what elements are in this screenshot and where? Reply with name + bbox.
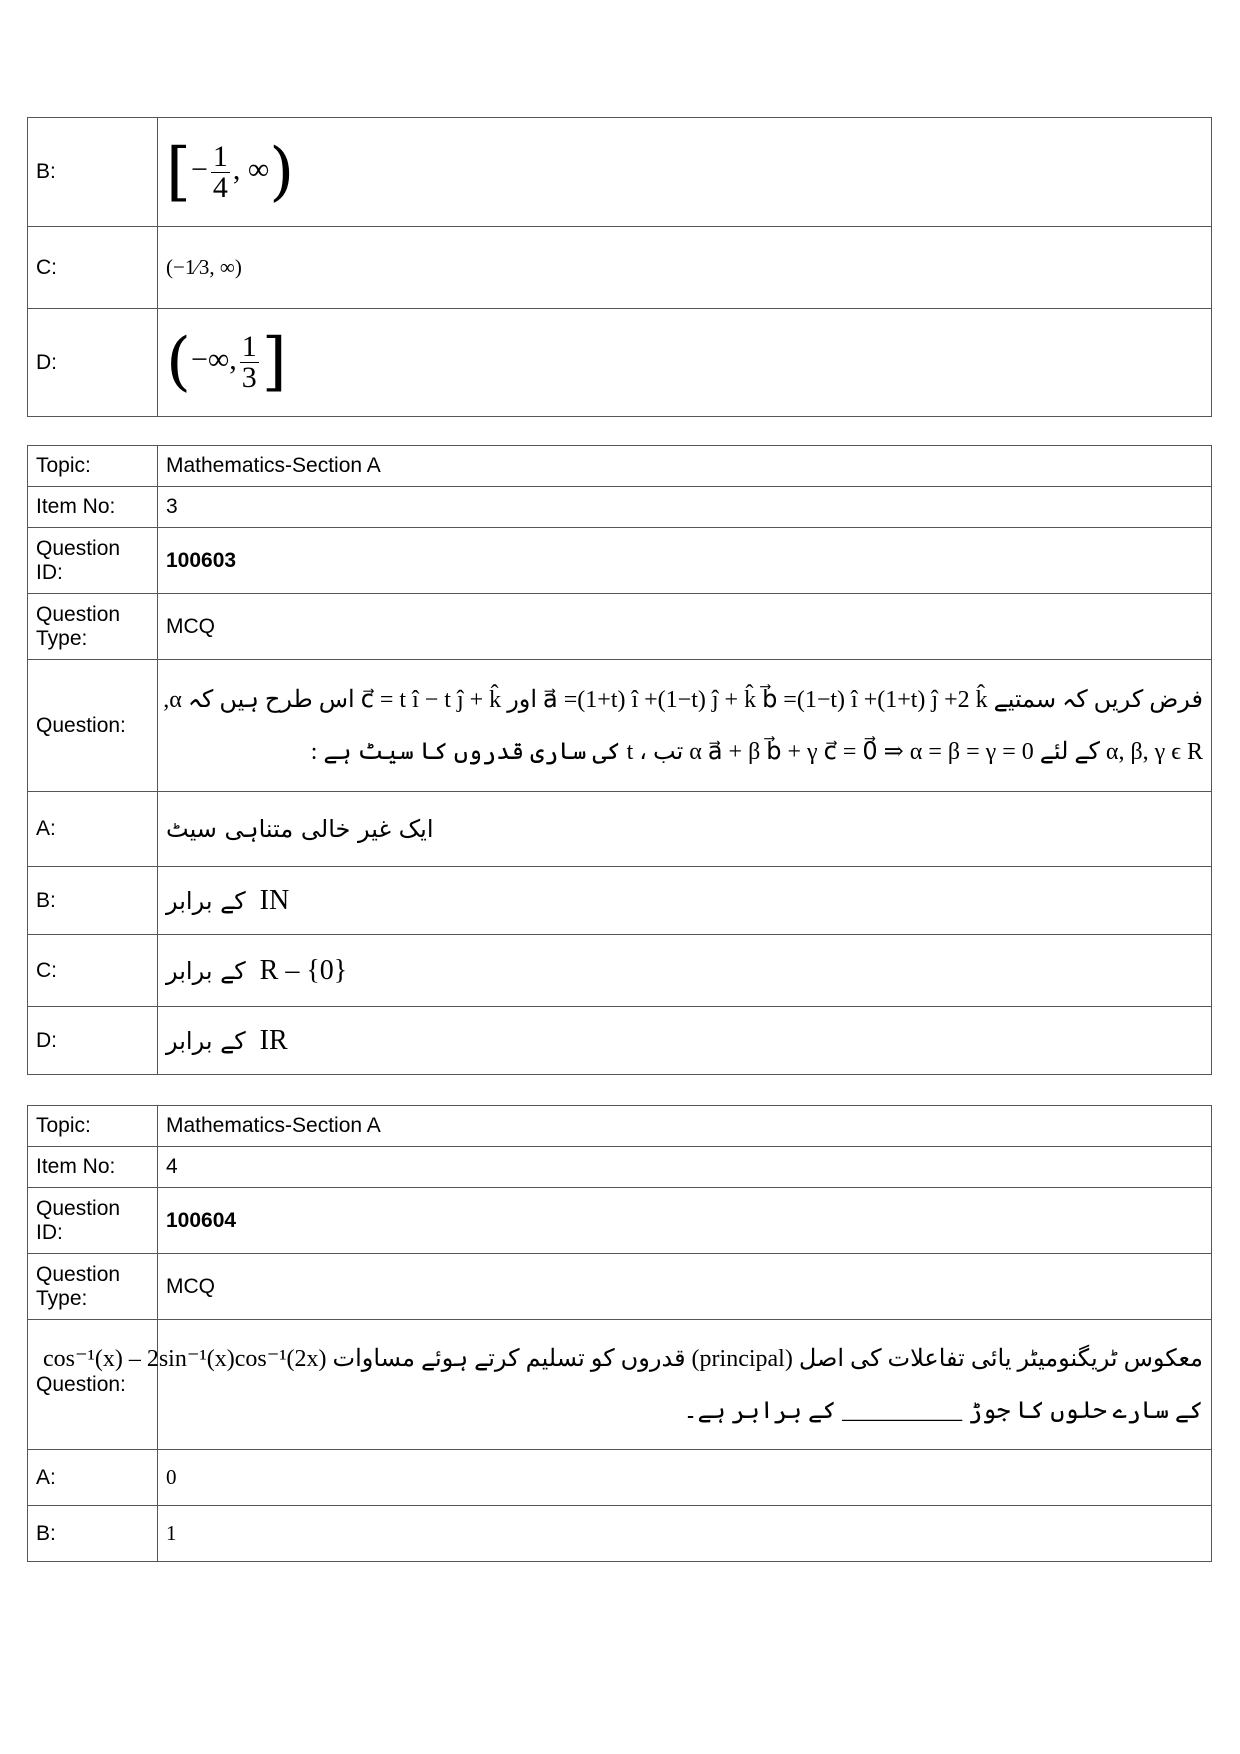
question-id-label: Question ID: bbox=[28, 528, 158, 594]
question-line: معکوس ٹریگنومیٹر یائی تفاعلات کی اصل (principal) قدروں کو تسلیم کرتے ہوئے مساوات cos⁻¹(x) – 2sin⁻¹(x)cos⁻¹(2x) bbox=[43, 1345, 1203, 1372]
option-label: A: bbox=[28, 792, 158, 867]
option-value: (−1⁄3, ∞) bbox=[158, 227, 1212, 309]
option-value: کے برابر IR bbox=[158, 1007, 1212, 1075]
option-label: D: bbox=[28, 1007, 158, 1075]
option-value: 0 bbox=[158, 1450, 1212, 1506]
topic-row bbox=[28, 446, 1212, 487]
topic-value: Mathematics-Section A bbox=[158, 446, 1212, 487]
question-line: α, β, γ ϵ R کے لئے α a⃗ + β b⃗ + γ c⃗ = 0⃗ ⇒ α = β = γ = 0 تب ، t کی ساری قدروں کا سیٹ ہے : bbox=[310, 738, 1203, 765]
item-no-label: Item No: bbox=[28, 1147, 158, 1188]
option-value: 1 bbox=[158, 1506, 1212, 1562]
question-row bbox=[28, 660, 1212, 792]
item-no-value: 3 bbox=[158, 487, 1212, 528]
option-value: کے برابر IN bbox=[158, 867, 1212, 935]
option-row-b bbox=[28, 118, 1212, 227]
option-label: B: bbox=[28, 1506, 158, 1562]
option-label: C: bbox=[28, 935, 158, 1007]
question-id-row bbox=[28, 528, 1212, 594]
fraction: $\frac{1}{4}$ bbox=[212, 139, 228, 204]
option-row-d bbox=[28, 309, 1212, 417]
option-value: ایک غیر خالی متناہی سیٹ bbox=[158, 792, 1212, 867]
question-label: Question: bbox=[28, 660, 158, 792]
option-label: A: bbox=[28, 1450, 158, 1506]
topic-label: Topic: bbox=[28, 446, 158, 487]
option-label: B: bbox=[28, 867, 158, 935]
question-type-label: Question Type: bbox=[28, 1254, 158, 1320]
item-no-value: 4 bbox=[158, 1147, 1212, 1188]
question-type-value: MCQ bbox=[158, 594, 1212, 660]
item-no-row bbox=[28, 487, 1212, 528]
fraction: $\frac{1}{3}$ bbox=[241, 330, 257, 394]
question-id-value: 100603 bbox=[158, 528, 1212, 594]
option-row-a bbox=[28, 792, 1212, 867]
question-type-value: MCQ bbox=[158, 1254, 1212, 1320]
option-value: (−∞, $\frac{1}{3}$ ] bbox=[158, 309, 1212, 417]
option-label: C: bbox=[28, 227, 158, 309]
question-id-label: Question ID: bbox=[28, 1188, 158, 1254]
item-no-label: Item No: bbox=[28, 487, 158, 528]
question-text bbox=[158, 660, 1212, 792]
option-value: کے برابر R – {0} bbox=[158, 935, 1212, 1007]
topic-label: Topic: bbox=[28, 1106, 158, 1147]
option-row-d bbox=[28, 1007, 1212, 1075]
option-row-c bbox=[28, 935, 1212, 1007]
item-no-row bbox=[28, 1147, 1212, 1188]
question-row bbox=[28, 1320, 1212, 1450]
topic-row bbox=[28, 1106, 1212, 1147]
option-label: D: bbox=[28, 309, 158, 417]
question-id-value: 100604 bbox=[158, 1188, 1212, 1254]
option-label: B: bbox=[28, 118, 158, 227]
option-row-a bbox=[28, 1450, 1212, 1506]
question-3-table bbox=[27, 445, 1212, 1075]
question-label: Question: bbox=[28, 1320, 158, 1450]
option-row-b bbox=[28, 1506, 1212, 1562]
option-row-c bbox=[28, 227, 1212, 309]
question-type-row bbox=[28, 594, 1212, 660]
previous-question-options-table bbox=[27, 117, 1212, 417]
question-4-table bbox=[27, 1105, 1212, 1562]
question-type-row bbox=[28, 1254, 1212, 1320]
option-row-b bbox=[28, 867, 1212, 935]
question-line: کے سارے حلوں کا جوڑ __________ کے برابر ہے۔ bbox=[683, 1397, 1203, 1424]
question-id-row bbox=[28, 1188, 1212, 1254]
question-type-label: Question Type: bbox=[28, 594, 158, 660]
option-value: [− $\frac{1}{4}$ , ∞) bbox=[158, 118, 1212, 227]
question-line: فرض کریں کہ سمتیے a⃗ =(1+t) î +(1−t) ĵ + k̂ b⃗ =(1−t) î +(1+t) ĵ +2 k̂ اور c⃗ = t î − t ĵ + k̂ اس طرح ہیں کہ α, bbox=[163, 686, 1203, 713]
topic-value: Mathematics-Section A bbox=[158, 1106, 1212, 1147]
